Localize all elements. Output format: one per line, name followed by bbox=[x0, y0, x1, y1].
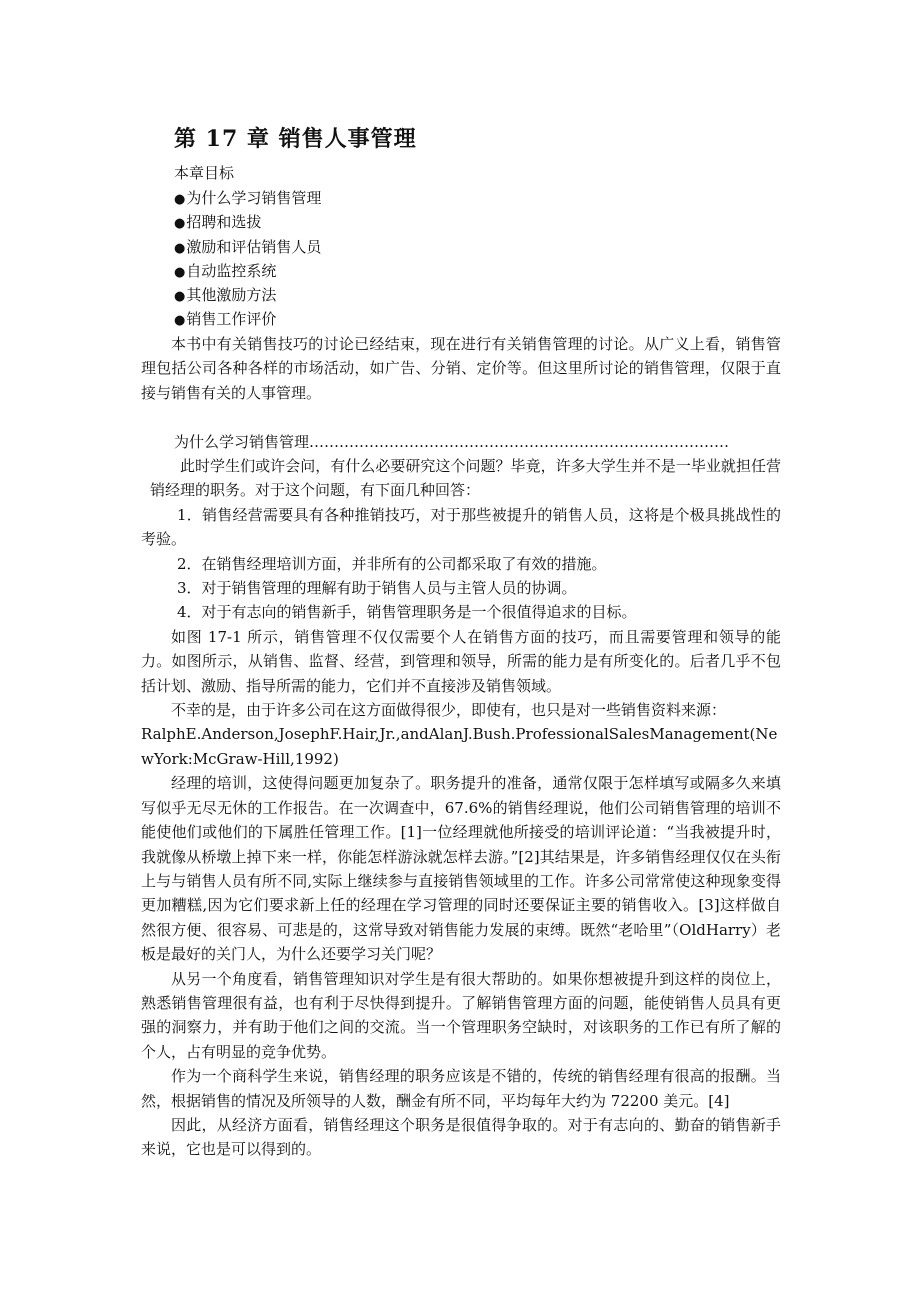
body-text bbox=[141, 332, 781, 1162]
salary-paragraph: 作为一个商科学生来说，销售经理的职务应该是不错的，传统的销售经理有很高的报酬。当然，根据销售的情况及所领导的人数，酬金有所不同，平均每年大约为 72200 美元。[4] bbox=[141, 1067, 781, 1110]
chapter-title: 第 17 章 销售人事管理 bbox=[174, 126, 417, 152]
intro-paragraph: 本书中有关销售技巧的讨论已经结束，现在进行有关销售管理的讨论。从广义上看，销售管理包括公司各种各样的市场活动，如广告、分销、定价等。但这里所讨论的销售管理，仅限于直接与销售有关的人事管理。 bbox=[141, 335, 781, 402]
goal-item: ● 销售工作评价 bbox=[174, 307, 321, 331]
answer-item: 3．对于销售管理的理解有助于销售人员与主管人员的协调。 bbox=[177, 579, 577, 598]
source-citation: RalphE.Anderson,JosephF.Hair,Jr.,andAlanJ.Bush.ProfessionalSalesManagement(NewYork:McGraw-Hill,1992) bbox=[141, 725, 778, 768]
goal-item: ● 激励和评估销售人员 bbox=[174, 235, 321, 259]
blank-line bbox=[141, 405, 781, 429]
answer-item: 4．对于有志向的销售新手，销售管理职务是一个很值得追求的目标。 bbox=[177, 603, 637, 622]
figure-paragraph: 如图 17-1 所示，销售管理不仅仅需要个人在销售方面的技巧，而且需要管理和领导的能力。如图所示，从销售、监督、经营，到管理和领导，所需的能力是有所变化的。后者几乎不包括计划、激励、指导所需的能力，它们并不直接涉及销售领域。 bbox=[141, 627, 781, 695]
goal-item: ● 招聘和选拔 bbox=[174, 210, 321, 234]
answer-item: 1．销售经营需要具有各种推销技巧，对于那些被提升的销售人员，这将是个极具挑战性的考验。 bbox=[141, 505, 781, 549]
question-paragraph: 此时学生们或许会问，有什么必要研究这个问题？毕竟，许多大学生并不是一毕业就担任营销经理的职务。对于这个问题，有下面几种回答： bbox=[150, 457, 781, 500]
training-paragraph: 经理的培训，这使得问题更加复杂了。职务提升的准备，通常仅限于怎样填写或隔多久来填写似乎无尽无休的工作报告。在一次调查中，67.6%的销售经理说，他们公司销售管理的培训不能使他们或他们的下属胜任管理工作。[1]一位经理就他所接受的培训评论道：“当我被提升时，我就像从桥墩上掉下来一样，你能怎样游泳就怎样去游。”[2]其结果是，许多销售经理仅仅在头衔上与与销售人员有所不同,实际上继续参与直接销售领域里的工作。许多公司常常使这种现象变得更加糟糕,因为它们要求新上任的经理在学习管理的同时还要保证主要的销售收入。[3]这样做自然很方便、很容易、可悲是的，这常导致对销售能力发展的束缚。既然“老哈里”（OldHarry）老板是最好的关门人，为什么还要学习关门呢？ bbox=[141, 774, 781, 964]
chapter-goals-heading: 本章目标 bbox=[174, 164, 235, 182]
goal-item: ● 自动监控系统 bbox=[174, 259, 321, 283]
answer-item: 2．在销售经理培训方面，并非所有的公司都采取了有效的措施。 bbox=[177, 554, 607, 573]
unfortunate-paragraph: 不幸的是，由于许多公司在这方面做得很少，即使有，也只是对一些销售资料来源： bbox=[171, 701, 727, 720]
goal-item: ● 为什么学习销售管理 bbox=[174, 186, 321, 210]
section-heading: 为什么学习销售管理………………………………………………………………………… bbox=[174, 432, 730, 451]
conclusion-paragraph: 因此，从经济方面看，销售经理这个职务是很值得争取的。对于有志向的、勤奋的销售新手来说，它也是可以得到的。 bbox=[141, 1115, 781, 1159]
chapter-goals-list bbox=[174, 186, 321, 332]
goal-item: ● 其他激励方法 bbox=[174, 283, 321, 307]
another-angle-paragraph: 从另一个角度看，销售管理知识对学生是有很大帮助的。如果你想被提升到这样的岗位上，熟悉销售管理很有益，也有利于尽快得到提升。了解销售管理方面的问题，能使销售人员具有更强的洞察力，并有助于他们之间的交流。当一个管理职务空缺时，对该职务的工作已有所了解的个人，占有明显的竞争优势。 bbox=[141, 969, 781, 1061]
